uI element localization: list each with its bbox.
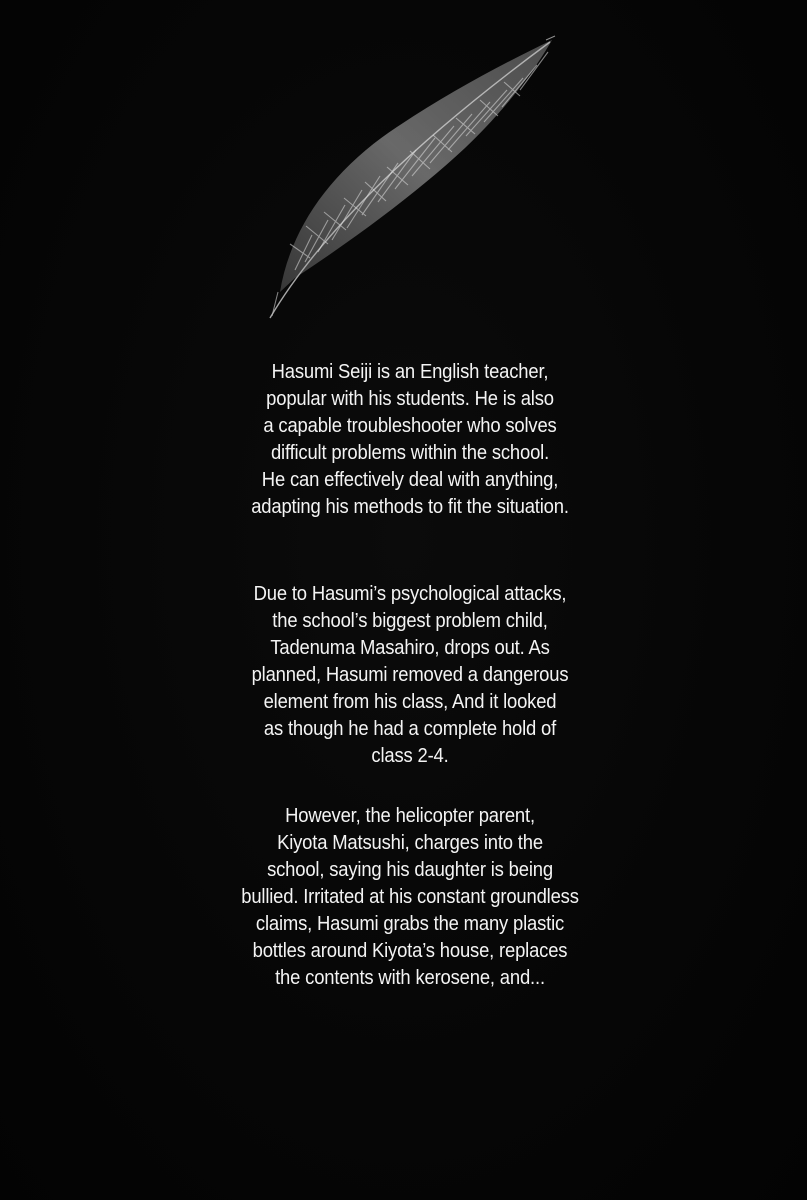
synopsis-line: popular with his students. He is also <box>266 387 554 410</box>
synopsis-line: Hasumi Seiji is an English teacher, <box>271 360 549 383</box>
synopsis-paragraph-1 <box>150 358 670 520</box>
synopsis-line: class 2-4. <box>371 744 449 767</box>
synopsis-line: However, the helicopter parent, <box>285 804 535 827</box>
synopsis-line: Due to Hasumi’s psychological attacks, <box>253 582 567 605</box>
synopsis-line: as though he had a complete hold of <box>263 717 557 740</box>
synopsis-line: school, saying his daughter is being <box>267 858 553 881</box>
synopsis-line: Kiyota Matsushi, charges into the <box>277 831 543 854</box>
synopsis-line: bullied. Irritated at his constant groundless <box>241 885 579 908</box>
synopsis-line: adapting his methods to fit the situation. <box>251 495 569 518</box>
synopsis-line: the school’s biggest problem child, <box>272 609 548 632</box>
synopsis-paragraph-3 <box>150 802 670 991</box>
synopsis-line: He can effectively deal with anything, <box>261 468 559 491</box>
synopsis-line: claims, Hasumi grabs the many plastic <box>255 912 565 935</box>
feather-icon <box>250 30 570 330</box>
synopsis-line: planned, Hasumi removed a dangerous <box>251 663 569 686</box>
synopsis-line: the contents with kerosene, and... <box>275 966 545 989</box>
synopsis-line: bottles around Kiyota’s house, replaces <box>252 939 568 962</box>
synopsis-line: difficult problems within the school. <box>270 441 550 464</box>
synopsis-paragraph-2 <box>150 580 670 769</box>
synopsis-line: Tadenuma Masahiro, drops out. As <box>270 636 550 659</box>
synopsis-line: a capable troubleshooter who solves <box>263 414 557 437</box>
synopsis-line: element from his class, And it looked <box>263 690 557 713</box>
